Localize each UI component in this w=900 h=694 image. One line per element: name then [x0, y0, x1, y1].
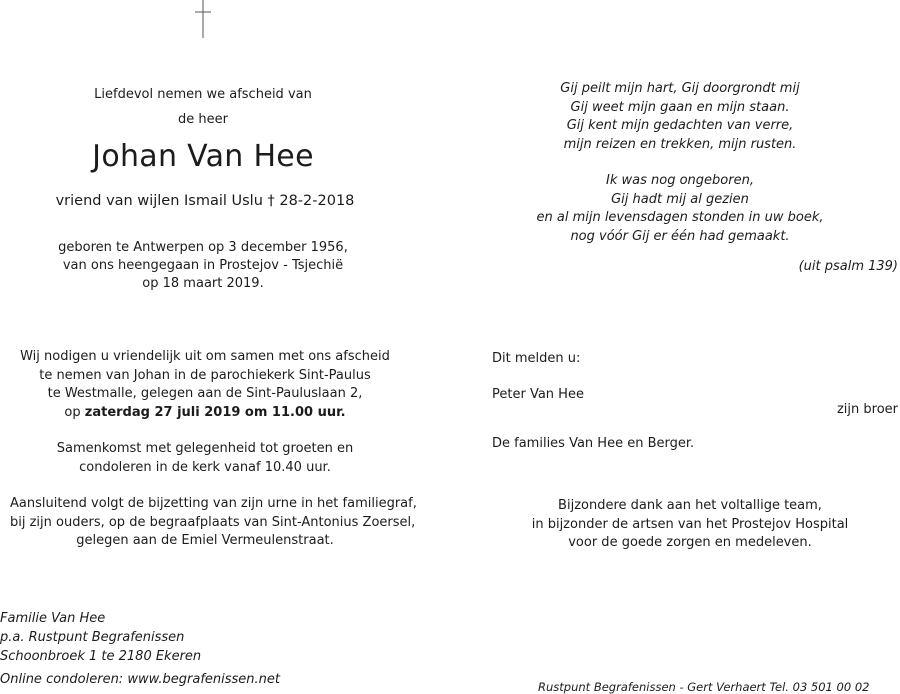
ceremony-date-line — [10, 404, 400, 423]
date-prefix: op — [64, 404, 81, 420]
psalm-line: Gij peilt mijn hart, Gij doorgrondt mij — [560, 81, 800, 96]
invitation-line: te Westmalle, gelegen aan de Sint-Pauluslaan 2, — [47, 386, 363, 401]
psalm-line: Gij weet mijn gaan en mijn staan. — [570, 99, 790, 115]
cross-icon — [194, 0, 212, 38]
invitation-line: Wij nodigen u vriendelijk uit om samen met ons afscheid — [20, 349, 390, 364]
ceremony-date: zaterdag 27 juli 2019 om 11.00 uur. — [84, 404, 346, 420]
psalm-line: Gij hadt mij al gezien — [611, 191, 749, 207]
online-condolence-link[interactable]: Online condoleren: www.begrafenissen.net — [0, 672, 281, 687]
invitation-text — [10, 348, 417, 551]
thanks-text — [490, 497, 890, 553]
burial-line: gelegen aan de Emiel Vermeulenstraat. — [76, 533, 334, 548]
address-line: Familie Van Hee — [0, 611, 106, 626]
birth-death-info — [40, 239, 366, 293]
burial-line: bij zijn ouders, op de begraafplaats van Sint-Antonius Zoersel, — [10, 514, 416, 530]
psalm-line: Gij kent mijn gedachten van verre, — [566, 118, 794, 133]
gathering-line: Samenkomst met gelegenheid tot groeten en — [56, 441, 354, 456]
relative-name: Peter Van Hee — [492, 387, 584, 402]
intro-title: de heer — [178, 112, 228, 127]
death-date-line: op 18 maart 2019. — [142, 276, 264, 291]
psalm-line: en al mijn levensdagen stonden in uw boek, — [536, 210, 824, 225]
death-line: van ons heengegaan in Prostejov - Tsjechië — [62, 258, 344, 273]
psalm-text — [520, 80, 840, 246]
thanks-line: in bijzonder de artsen van het Prostejov Hospital — [531, 516, 849, 532]
announcement-title: Dit melden u: — [492, 351, 581, 366]
birth-line: geboren te Antwerpen op 3 december 1956, — [58, 240, 348, 255]
address-line: p.a. Rustpunt Begrafenissen — [0, 630, 185, 645]
burial-line: Aansluitend volgt de bijzetting van zijn urne in het familiegraf, — [10, 496, 417, 511]
gathering-line: condoleren in de kerk vanaf 10.40 uur. — [79, 459, 331, 475]
psalm-line: mijn reizen en trekken, mijn rusten. — [563, 136, 797, 152]
intro-line: Liefdevol nemen we afscheid van — [94, 87, 312, 102]
address-line: Schoonbroek 1 te 2180 Ekeren — [0, 649, 202, 664]
thanks-line: voor de goede zorgen en medeleven. — [568, 535, 812, 550]
funeral-home-contact: Rustpunt Begrafenissen - Gert Verhaert Tel. 03 501 00 02 — [538, 680, 870, 694]
family-address — [0, 609, 280, 689]
intro-text — [60, 82, 346, 132]
invitation-line: te nemen van Johan in de parochiekerk Sint-Paulus — [39, 367, 371, 383]
psalm-reference: (uit psalm 139) — [798, 259, 898, 274]
relative-relation: zijn broer — [836, 402, 898, 417]
psalm-line: Ik was nog ongeboren, — [606, 173, 754, 188]
families-line: De families Van Hee en Berger. — [492, 436, 695, 451]
deceased-name: Johan Van Hee — [92, 139, 314, 174]
psalm-line: nog vóór Gij er één had gemaakt. — [570, 228, 790, 244]
thanks-line: Bijzondere dank aan het voltallige team, — [558, 498, 822, 513]
friend-line: vriend van wijlen Ismail Uslu † 28-2-2018 — [55, 193, 355, 209]
